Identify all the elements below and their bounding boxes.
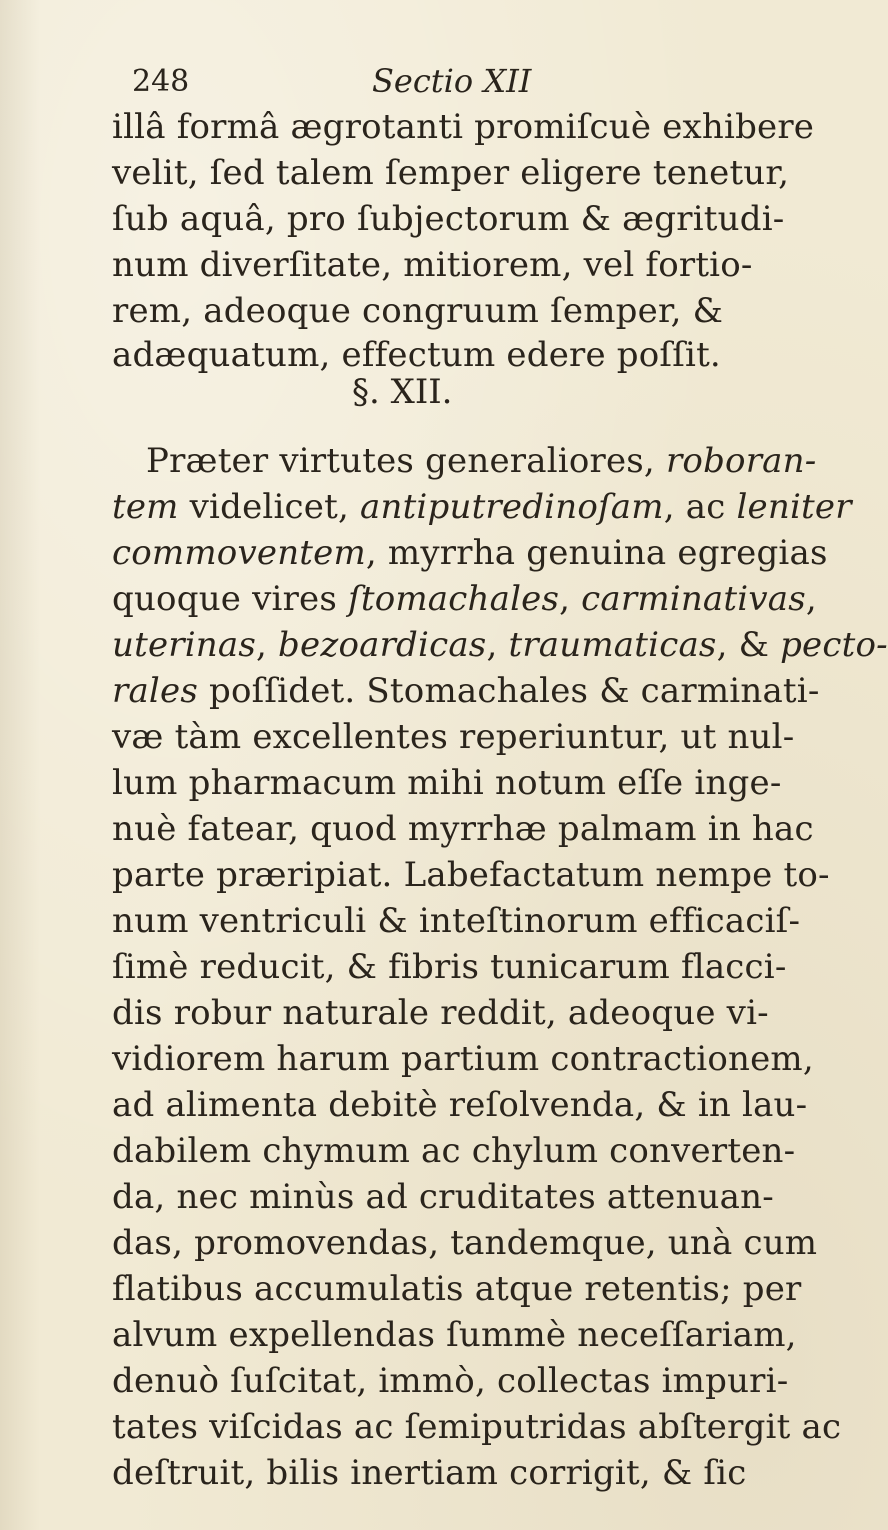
text-run: , ac (663, 487, 737, 527)
text-line: das, promovendas, tandemque, unà cum (112, 1223, 818, 1263)
text-line (112, 668, 820, 714)
text-line: lum pharmacum mihi notum eſſe inge- (112, 763, 782, 803)
text-line (112, 530, 828, 576)
italic-term: tem (112, 487, 179, 527)
section-heading: §. XII. (352, 372, 453, 412)
text-line: dis robur naturale reddit, adeoque vi- (112, 993, 769, 1033)
text-line (146, 438, 826, 484)
text-run: poſſidet. Stomachales & carminati- (197, 671, 820, 711)
text-run: Præter virtutes generaliores, (146, 441, 666, 481)
text-line (112, 576, 817, 622)
text-run: , myrrha genuina egregias (365, 533, 828, 573)
text-line: illâ formâ ægrotanti promiſcuè exhibere (112, 107, 815, 147)
text-line: alvum expellendas ſummè neceſſariam, (112, 1315, 797, 1355)
italic-term: pecto- (780, 625, 888, 665)
running-title: Sectio XII (372, 62, 532, 100)
italic-term: traumaticas (508, 625, 717, 665)
text-run: , (805, 579, 817, 619)
text-line: ſimè reducit, & fibris tunicarum flacci- (112, 947, 787, 987)
text-line: num diverſitate, mitiorem, vel fortio- (112, 245, 753, 285)
italic-term: uterinas (112, 625, 257, 665)
text-line: tates viſcidas ac ſemiputridas abſtergit ac (112, 1407, 842, 1447)
italic-term: carminativas (581, 579, 806, 619)
text-run: , (256, 625, 279, 665)
italic-term: rales (112, 671, 198, 711)
italic-term: roboran- (665, 441, 817, 481)
text-line: velit, ſed talem ſemper eligere tenetur, (112, 153, 790, 193)
page-fold-shadow (0, 0, 40, 1530)
italic-term: commoventem (112, 533, 366, 573)
text-line: denuò ſuſcitat, immò, collectas impuri- (112, 1361, 789, 1401)
italic-term: antiputredinoſam (360, 487, 664, 527)
italic-term: leniter (736, 487, 852, 527)
text-line: flatibus accumulatis atque retentis; per (112, 1269, 802, 1309)
text-line: parte præripiat. Labefactatum nempe to- (112, 855, 830, 895)
text-line: adæquatum, effectum edere poſſit. (112, 335, 721, 375)
text-line: num ventriculi & inteſtinorum efficaciſ- (112, 901, 801, 941)
italic-term: bezoardicas (278, 625, 487, 665)
text-run: , & (716, 625, 781, 665)
text-line: deſtruit, bilis inertiam corrigit, & ſic (112, 1453, 747, 1493)
text-line: vidiorem harum partium contractionem, (112, 1039, 814, 1079)
text-line: væ tàm excellentes reperiuntur, ut nul- (112, 717, 795, 757)
text-line: ad alimenta debitè reſolvenda, & in lau- (112, 1085, 808, 1125)
text-line: ſub aquâ, pro ſubjectorum & ægritudi- (112, 199, 785, 239)
text-line: nuè fatear, quod myrrhæ palmam in hac (112, 809, 814, 849)
text-run: videlicet, (178, 487, 360, 527)
text-line (112, 484, 852, 530)
page-number: 248 (132, 64, 190, 99)
text-line: rem, adeoque congruum ſemper, & (112, 291, 724, 331)
text-line: dabilem chymum ac chylum converten- (112, 1131, 796, 1171)
text-run: , (559, 579, 582, 619)
text-run: quoque vires (112, 579, 349, 619)
italic-term: ſtomachales (348, 579, 560, 619)
text-line: da, nec minùs ad cruditates attenuan- (112, 1177, 774, 1217)
text-run: , (486, 625, 509, 665)
text-line (112, 622, 888, 668)
